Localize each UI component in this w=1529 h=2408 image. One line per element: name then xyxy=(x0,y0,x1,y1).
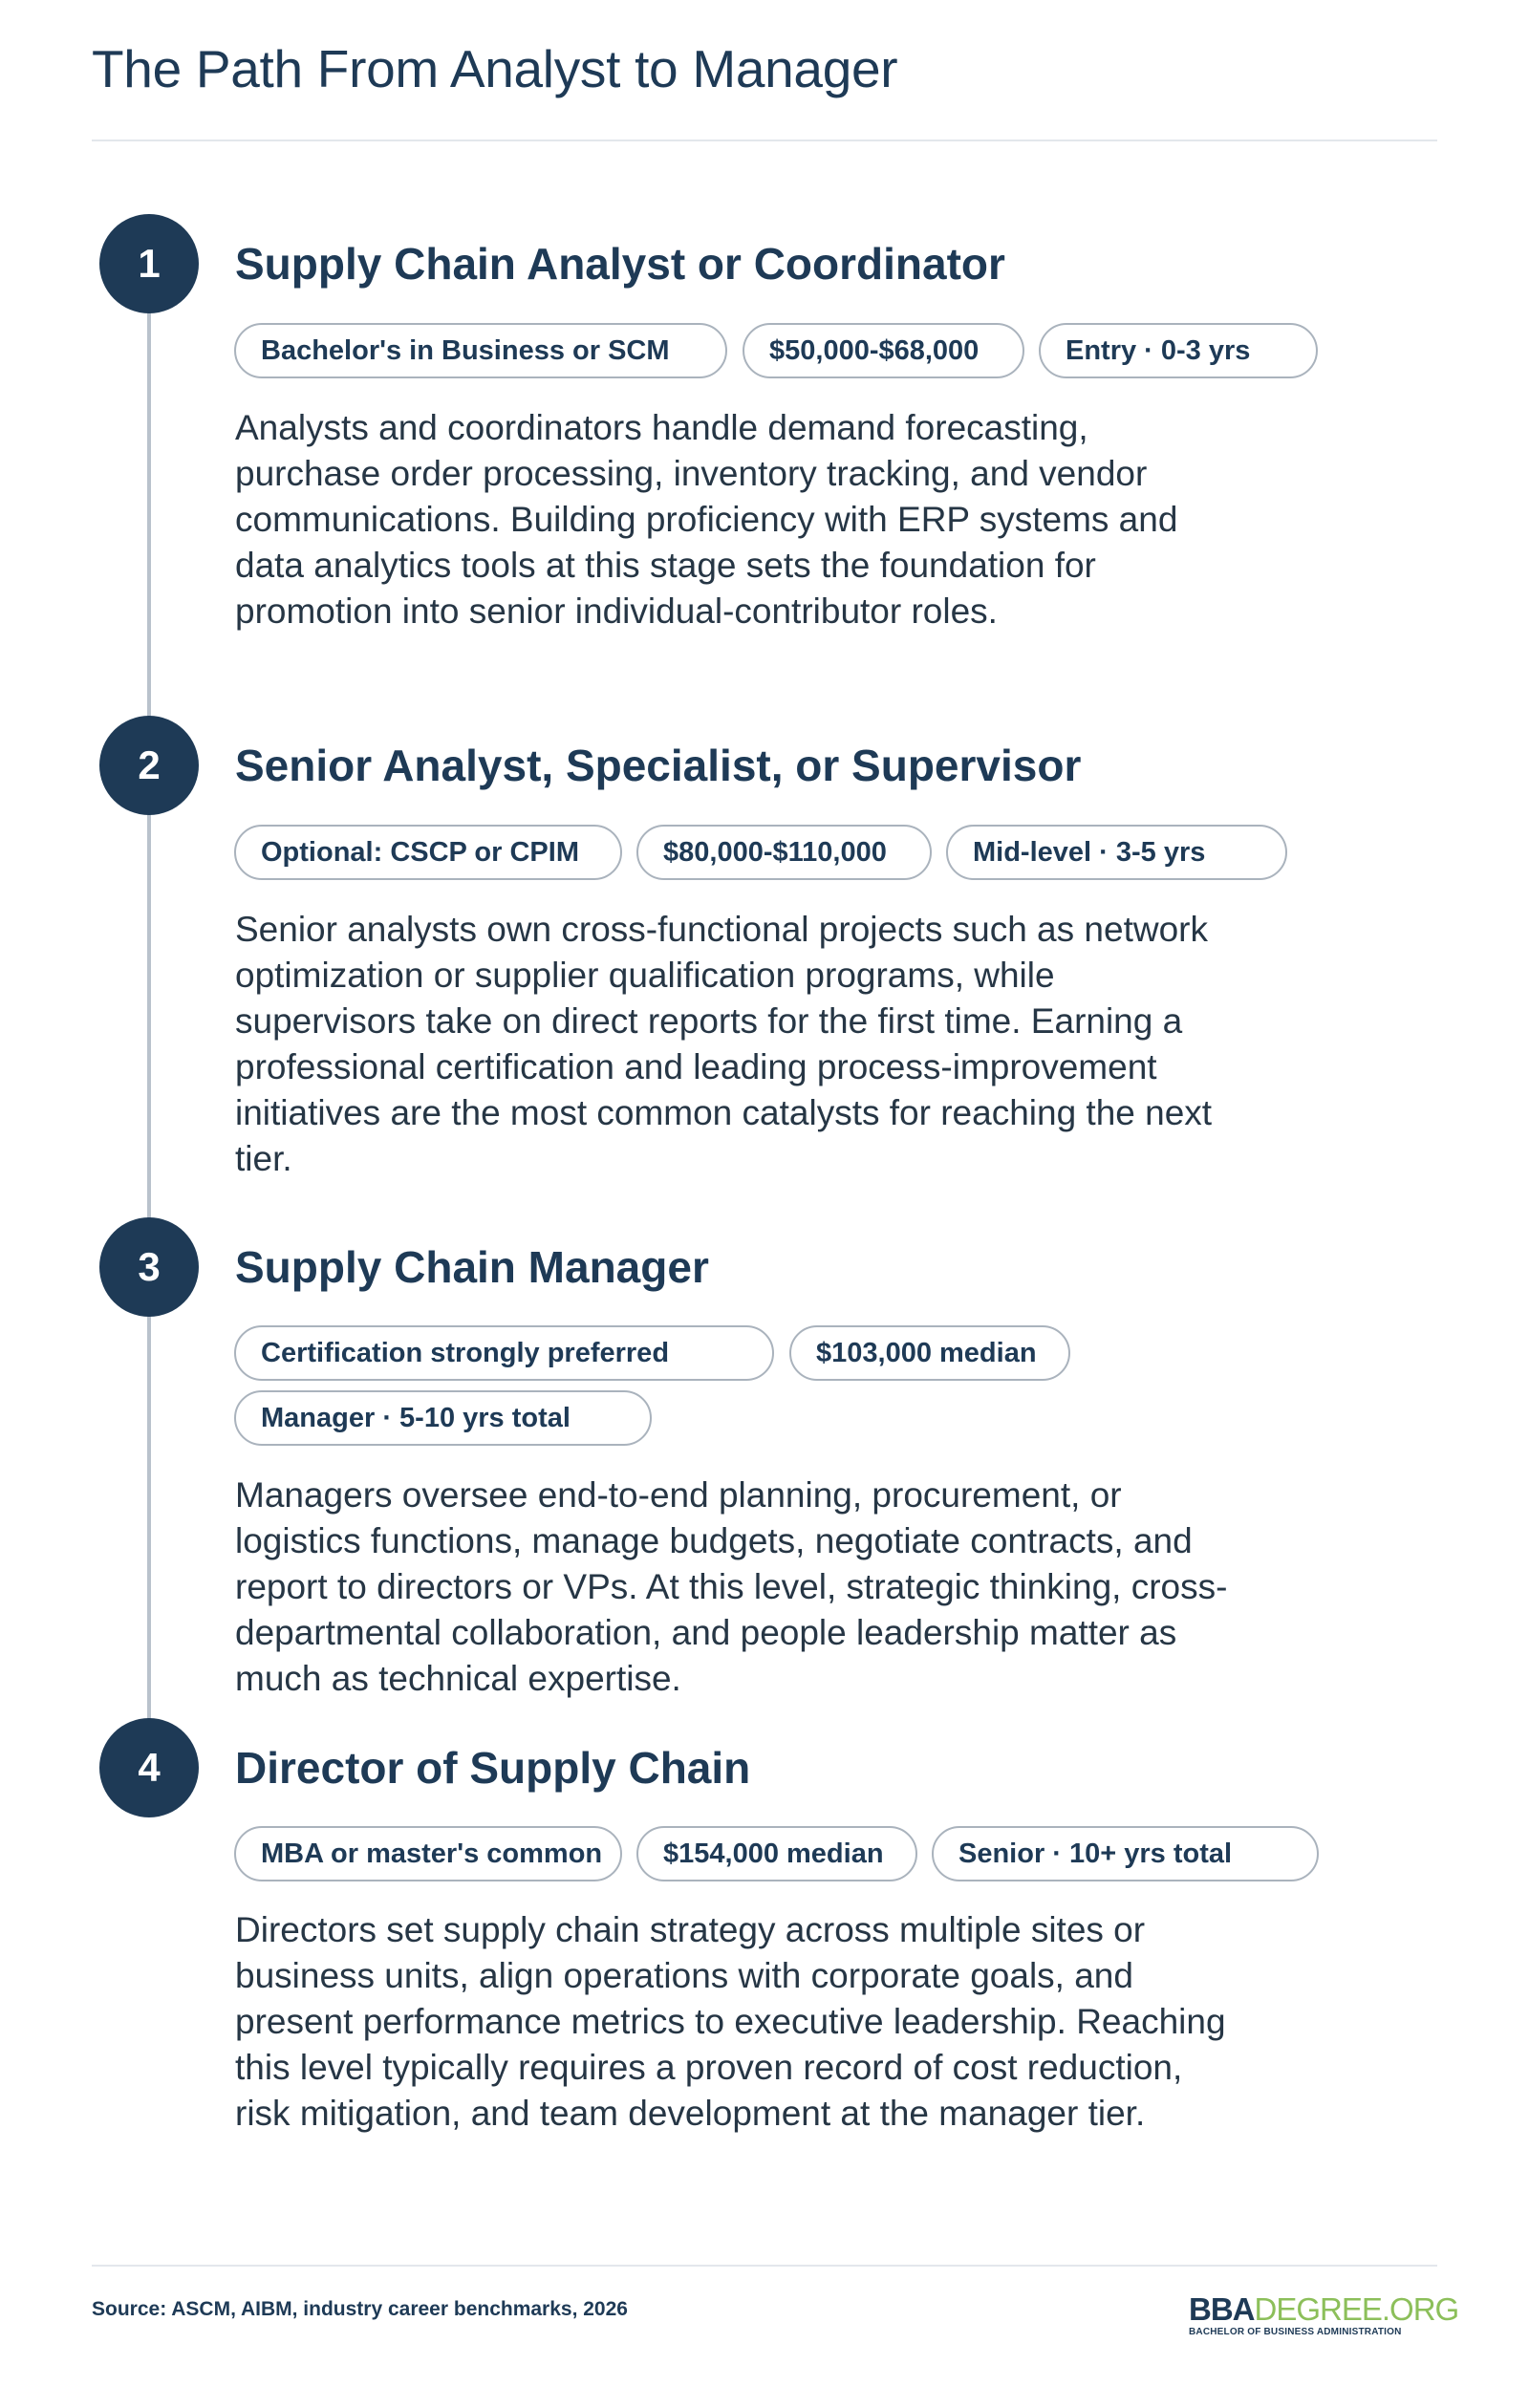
step-3-number: 3 xyxy=(99,1217,199,1317)
step-1-description: Analysts and coordinators handle demand forecasting, purchase order processing, inventory tracking, and vendor communications. Building proficiency with ERP systems and data analytics tools at this stage sets the foundation for promotion into senior individual-contributor roles. xyxy=(235,408,1178,631)
step-4-description: Directors set supply chain strategy across multiple sites or business units, align operations with corporate goals, and present performance metrics to executive leadership. Reaching this level typically requires a proven record of cost reduction, risk mitigation, and team development at the manager tier. xyxy=(235,1910,1226,2133)
source-note: Source: ASCM, AIBM, industry career benchmarks, 2026 xyxy=(92,2298,628,2320)
step-4-tag-level: Senior · 10+ yrs total xyxy=(932,1826,1319,1881)
step-1-tag-education: Bachelor's in Business or SCM xyxy=(234,323,727,378)
step-3-title: Supply Chain Manager xyxy=(235,1242,709,1292)
step-2-tag-salary: $80,000-$110,000 xyxy=(636,825,932,880)
logo-wordmark xyxy=(1189,2291,1459,2327)
step-4-title: Director of Supply Chain xyxy=(235,1743,751,1793)
step-2-number: 2 xyxy=(99,716,199,815)
logo-bold-text: BBA xyxy=(1189,2291,1255,2327)
bbadegree-logo xyxy=(1189,2291,1459,2337)
step-2-tag-certification: Optional: CSCP or CPIM xyxy=(234,825,622,880)
timeline-line xyxy=(147,268,151,1816)
step-4-number: 4 xyxy=(99,1718,199,1817)
step-2-description: Senior analysts own cross-functional projects such as network optimization or supplier qualification programs, while supervisors take on direct reports for the first time. Earning a professional certification and leading process-improvement initiatives are the most common catalysts for reaching the next tier. xyxy=(235,910,1213,1178)
logo-light-text: DEGREE.ORG xyxy=(1254,2291,1459,2327)
step-3-tag-level: Manager · 5-10 yrs total xyxy=(234,1390,652,1446)
step-1-tag-level: Entry · 0-3 yrs xyxy=(1039,323,1318,378)
step-1-number: 1 xyxy=(99,214,199,313)
step-3-tag-salary: $103,000 median xyxy=(789,1325,1070,1381)
page-title: The Path From Analyst to Manager xyxy=(92,39,898,98)
step-1-title: Supply Chain Analyst or Coordinator xyxy=(235,239,1005,289)
step-3-description: Managers oversee end-to-end planning, procurement, or logistics functions, manage budgets, negotiate contracts, and report to directors or VPs. At this level, strategic thinking, cross-departmental collaboration, and people leadership matter as much as technical expertise. xyxy=(235,1475,1228,1698)
step-2-title: Senior Analyst, Specialist, or Supervisor xyxy=(235,741,1082,790)
step-4-tag-salary: $154,000 median xyxy=(636,1826,917,1881)
bottom-divider xyxy=(92,2265,1437,2267)
top-divider xyxy=(92,140,1437,141)
step-4-tag-education: MBA or master's common xyxy=(234,1826,622,1881)
step-1-tag-salary: $50,000-$68,000 xyxy=(743,323,1024,378)
step-3-tag-certification: Certification strongly preferred xyxy=(234,1325,774,1381)
step-2-tag-level: Mid-level · 3-5 yrs xyxy=(946,825,1287,880)
logo-tagline: BACHELOR OF BUSINESS ADMINISTRATION xyxy=(1189,2327,1402,2337)
